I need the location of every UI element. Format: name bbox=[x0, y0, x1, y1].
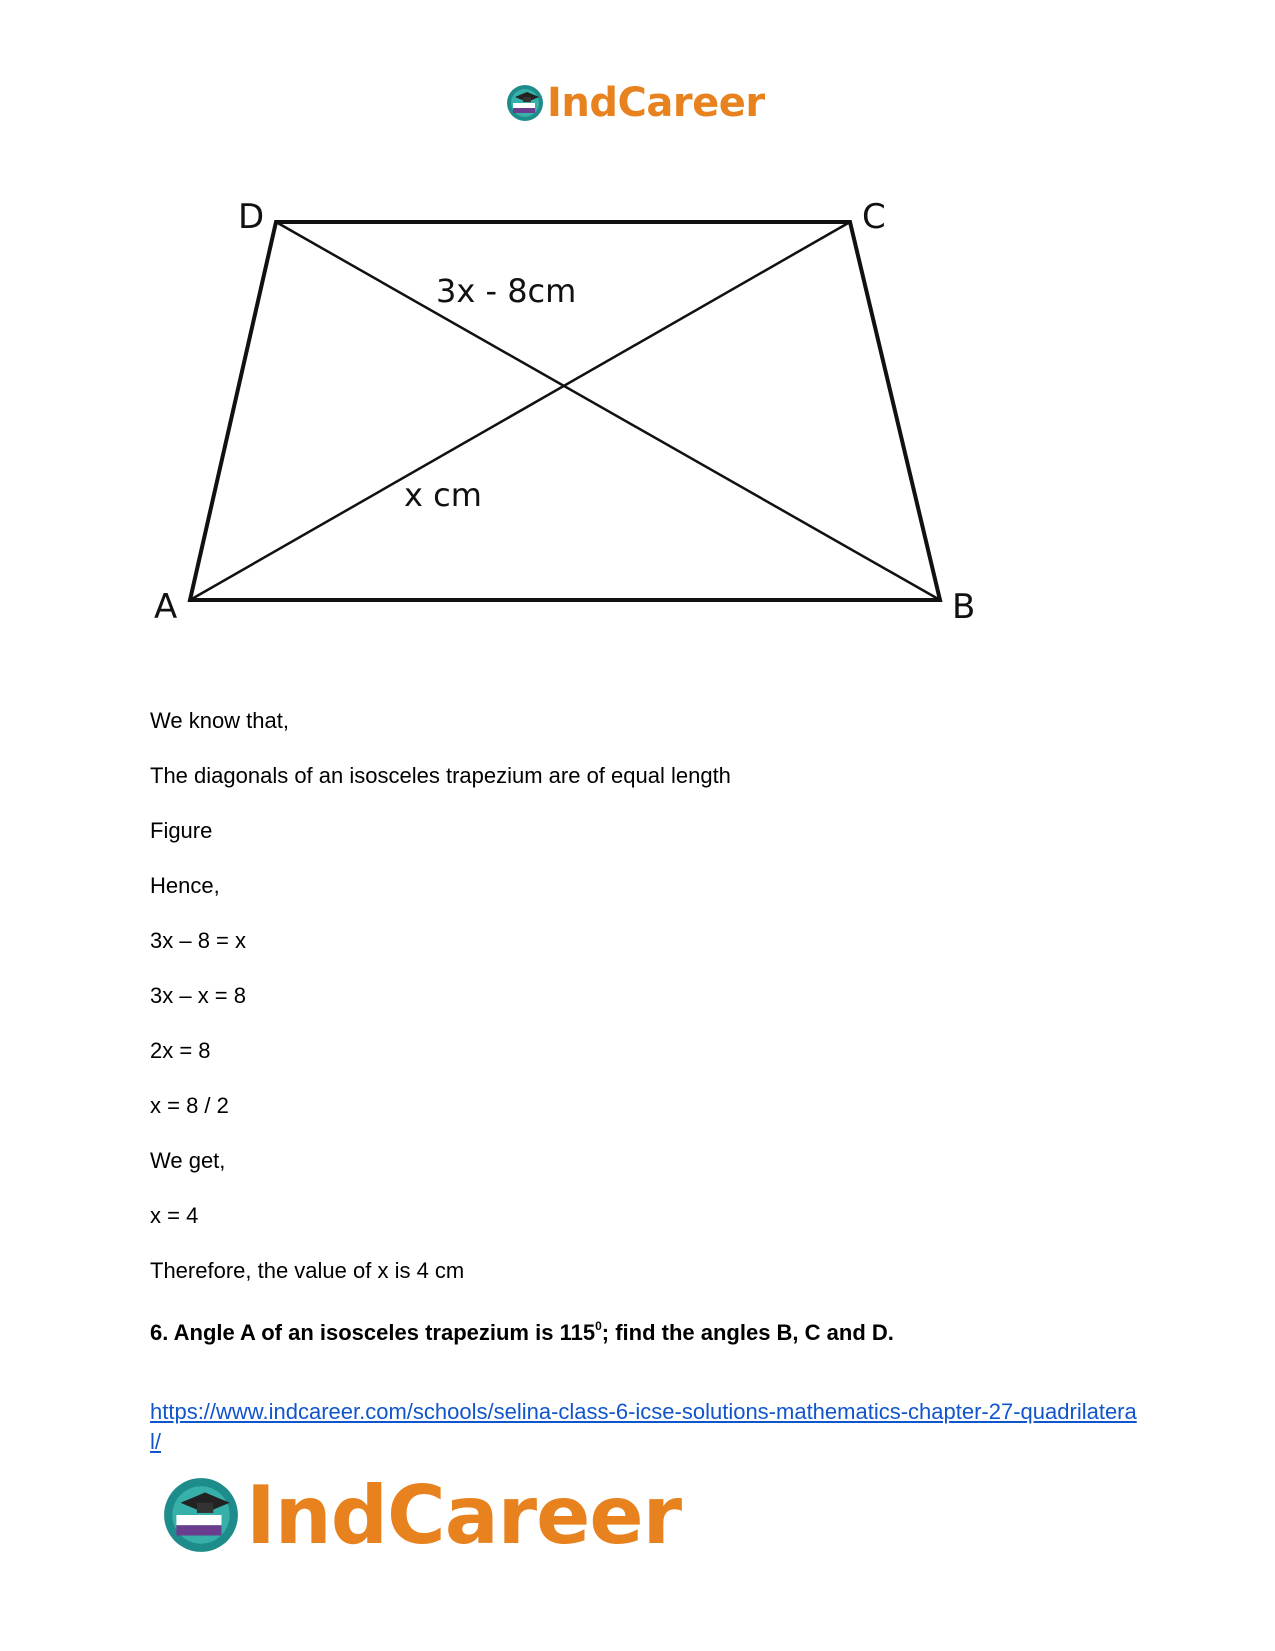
vertex-a: A bbox=[154, 587, 178, 627]
equation-line: 2x = 8 bbox=[150, 1038, 211, 1063]
header-logo bbox=[505, 80, 765, 126]
graduation-cap-books-icon bbox=[505, 83, 545, 123]
diagonal-bd bbox=[276, 222, 940, 600]
vertex-c: C bbox=[862, 200, 886, 237]
question-heading: 6. Angle A of an isosceles trapezium is $115^0$; find the angles B, C and D. bbox=[150, 1319, 894, 1345]
equation-line: x = 8 / 2 bbox=[150, 1093, 229, 1118]
trapezium-figure bbox=[150, 200, 1030, 645]
text-line: Figure bbox=[150, 818, 213, 843]
vertex-b: B bbox=[952, 587, 976, 627]
equation-line: 3x – 8 = x bbox=[150, 928, 247, 953]
footer-logo bbox=[160, 1470, 681, 1560]
equation-line: x = 4 bbox=[150, 1203, 199, 1228]
conclusion-line: Therefore, the value of x is 4 cm bbox=[150, 1258, 465, 1283]
lower-diagonal-label: x cm bbox=[404, 476, 482, 514]
logo-text: IndCareer bbox=[246, 1468, 682, 1562]
equation-line: 3x – x = 8 bbox=[150, 983, 247, 1008]
text-line: We get, bbox=[150, 1148, 226, 1173]
text-line: The diagonals of an isosceles trapezium are of equal length bbox=[150, 763, 731, 788]
text-line: We know that, bbox=[150, 708, 289, 733]
text-line: Hence, bbox=[150, 873, 220, 898]
vertex-d: D bbox=[238, 200, 265, 237]
logo-text: IndCareer bbox=[547, 80, 765, 126]
source-link[interactable]: https://www.indcareer.com/schools/selina-class-6-icse-solutions-mathematics-chapter-27-quadrilateral/ bbox=[150, 1399, 1137, 1454]
graduation-cap-books-icon bbox=[160, 1474, 242, 1556]
solution-text bbox=[150, 708, 1140, 1368]
upper-diagonal-label: 3x - 8cm bbox=[436, 272, 577, 310]
